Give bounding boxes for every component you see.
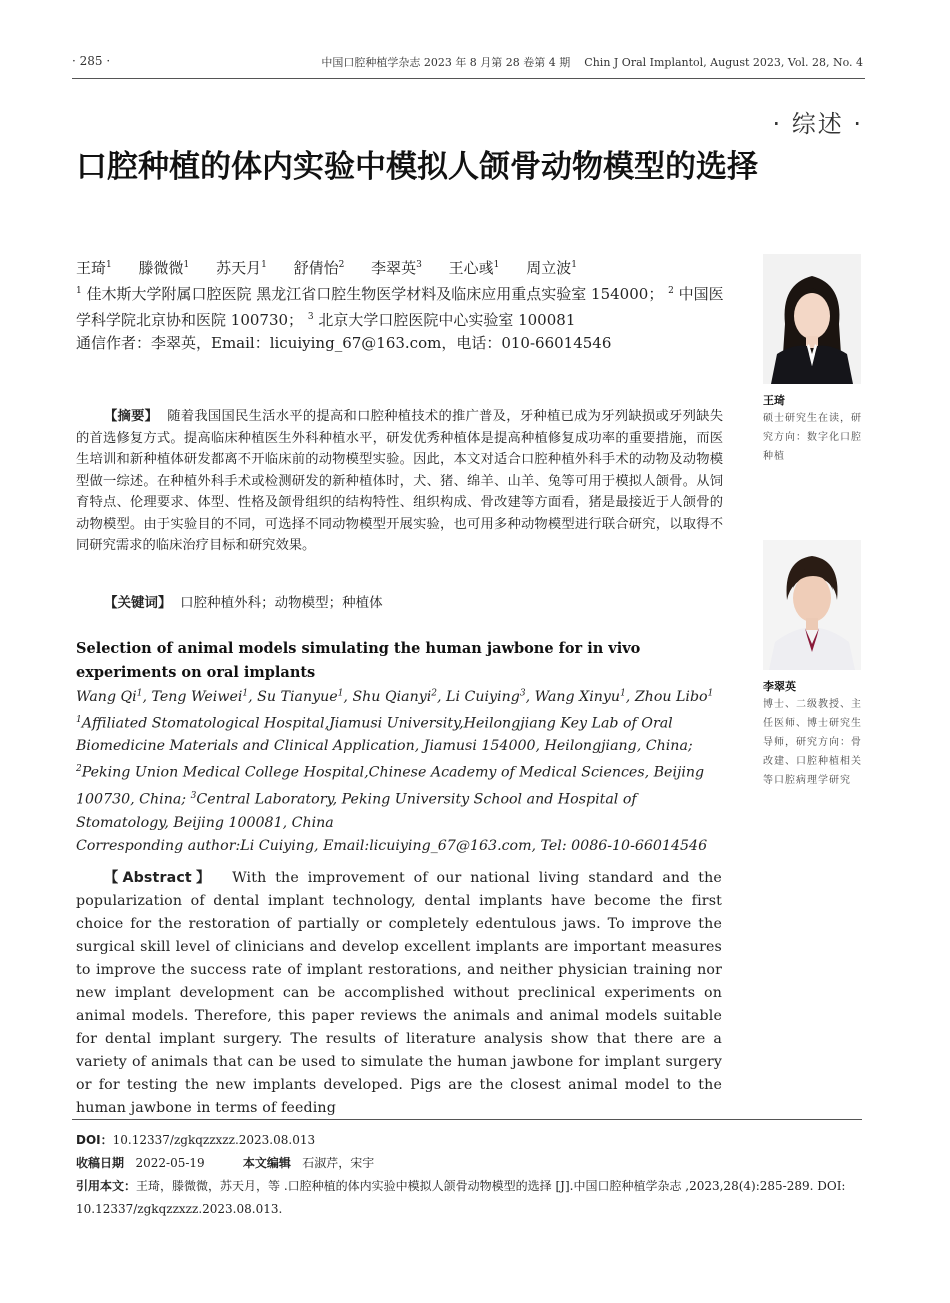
journal-header — [321, 54, 863, 70]
doi-value: 10.12337/zgkqzzxzz.2023.08.013 — [112, 1133, 316, 1147]
author-photo-wang-qi — [763, 254, 861, 384]
author-list-en — [76, 682, 726, 709]
author-cn: 周立波$^1$ — [526, 259, 577, 277]
sidebar-author2-desc: 博士、二级教授、主任医师、博士研究生导师，研究方向：骨改建、口腔种植相关等口腔病理学研究 — [763, 699, 862, 786]
keywords-cn — [104, 591, 383, 611]
abstract-en — [76, 867, 722, 1120]
sidebar-author1-name: 王琦 — [763, 394, 785, 407]
author-cn: 滕微微$^1$ — [138, 259, 190, 277]
abstract-label-cn: 【摘要】 — [104, 409, 159, 424]
editor-names: 石淑芹，宋宇 — [302, 1156, 375, 1170]
corresponding-author-en: Corresponding author:Li Cuiying, Email:licuiying_67@163.com, Tel: 0086-10-66014546 — [76, 837, 708, 854]
author-cn: 舒倩怡$^2$ — [293, 259, 345, 277]
abstract-text-en: With the improvement of our national living standard and the popularization of dental implant technology, dental implants have become the first choice for the restoration of partially or completely edentulous jaws. To improve the surgical skill level of clinicians and develop excellent implants are important measures to improve the success rate of implant restorations, and neither physician training nor new implant development can be accomplished without preclinical experiments on animal models. Therefore, this paper reviews the animals and animal models suitable for dental implant surgery. The results of literature analysis show that there are a variety of animals that can be used to simulate the human jawbone for implant surgery or for testing the new implants developed. Pigs are the closest animal model to the human jawbone in terms of feeding — [76, 870, 722, 1116]
citation: 引用本文：王琦，滕微微，苏天月，等 .口腔种植的体内实验中模拟人颌骨动物模型的选择 [J].中国口腔种植学杂志 ,2023,28(4):285-289. DOI: 10.12337/zgkqzzxzz.2023.08.013. — [76, 1179, 846, 1216]
abstract-text-cn: 随着我国国民生活水平的提高和口腔种植技术的推广普及，牙种植已成为牙列缺损或牙列缺失的首选修复方式。提高临床种植医生外科种植水平，研发优秀种植体是提高种植修复成功率的重要措施，而医生培训和新种植体研发都离不开临床前的动物模型实验。因此，本文对适合口腔种植外科手术的动物及动物模型做一综述。在种植外科手术或检测研发的新种植体时，犬、猪、绵羊、山羊、兔等可用于模拟人颌骨。从饲育特点、伦理要求、体型、性格及颌骨组织的结构特性、组织构成、骨改建等方面看，猪是最接近于人颌骨的动物模型。由于实验目的不同，可选择不同动物模型开展实验，也可用多种动物模型进行联合研究，以取得不同研究需求的临床治疗目标和研究效果。 — [76, 409, 723, 553]
author-cn: 王心彧$^1$ — [448, 259, 500, 277]
author-cn: 李翠英$^3$ — [371, 259, 422, 277]
author-en: Li Cuiying$^3$, — [446, 688, 535, 705]
author-list-cn — [76, 254, 731, 280]
received-line: 收稿日期 2022-05-19 本文编辑 石淑芹，宋宇 — [76, 1156, 375, 1170]
author-en: Teng Weiwei$^1$, — [151, 688, 258, 705]
author-en: Shu Qianyi$^2$, — [352, 688, 447, 705]
author-info-en — [76, 682, 726, 858]
author-en: Su Tianyue$^1$, — [257, 688, 353, 705]
section-tag: · 综述 · — [772, 110, 863, 138]
author-en: Wang Qi$^1$, — [76, 688, 152, 705]
journal-name-cn: 中国口腔种植学杂志 2023 年 8 月第 28 卷第 4 期 — [321, 56, 571, 69]
keywords-text-cn: 口腔种植外科；动物模型；种植体 — [180, 595, 383, 611]
author-photo-li-cuiying — [763, 540, 861, 670]
keywords-label-cn: 【关键词】 — [104, 595, 172, 611]
article-title-en: Selection of animal models simulating the human jawbone for in vivo experiments on oral implants — [76, 640, 641, 681]
journal-name-en: Chin J Oral Implantol, August 2023, Vol. 28, No. 4 — [584, 56, 863, 69]
corresponding-author-cn: 通信作者：李翠英，Email：licuiying_67@163.com，电话：010-66014546 — [76, 334, 612, 352]
doi-line: DOI：10.12337/zgkqzzxzz.2023.08.013 — [76, 1133, 316, 1147]
abstract-label-en: 【Abstract】 — [104, 870, 215, 886]
footer-divider — [72, 1119, 862, 1120]
page-number: · 285 · — [72, 54, 111, 68]
author-en: Zhou Libo$^1$ — [634, 688, 714, 705]
sidebar-author2-name: 李翠英 — [763, 680, 796, 693]
author-info-cn — [76, 254, 731, 355]
article-title-cn: 口腔种植的体内实验中模拟人颌骨动物模型的选择 — [76, 149, 758, 185]
affiliations-cn: $^1$ 佳木斯大学附属口腔医院 黑龙江省口腔生物医学材料及临床应用重点实验室 154000； $^2$ 中国医学科学院北京协和医院 100730； $^3$ 北京大学口腔医院中心实验室 100081 — [76, 285, 724, 329]
author-cn: 王琦$^1$ — [76, 259, 112, 277]
received-date: 2022-05-19 — [135, 1156, 205, 1170]
header-divider — [72, 78, 865, 79]
abstract-cn — [76, 406, 723, 557]
author-en: Wang Xinyu$^1$, — [534, 688, 635, 705]
article-footer — [76, 1129, 866, 1221]
citation-text: 王琦，滕微微，苏天月，等 .口腔种植的体内实验中模拟人颌骨动物模型的选择 [J].中国口腔种植学杂志 ,2023,28(4):285-289. DOI: 10.12337/zgkqzzxzz.2023.08.013. — [76, 1179, 846, 1216]
affiliations-en: $^1$Affiliated Stomatological Hospital,Jiamusi University,Heilongjiang Key Lab of Oral Biomedicine Materials and Clinical Application, Jiamusi 154000, Heilongjiang, China; $^2$Peking Union Medical College Hospital,Chinese Academy of Medical Sciences, Beijing 100730, China; $^3$Central Laboratory, Peking University School and Hospital of Stomatology, Beijing 100081, China — [76, 714, 705, 831]
sidebar-author1-desc: 硕士研究生在读，研究方向：数字化口腔种植 — [763, 413, 862, 462]
author-cn: 苏天月$^1$ — [216, 259, 267, 277]
